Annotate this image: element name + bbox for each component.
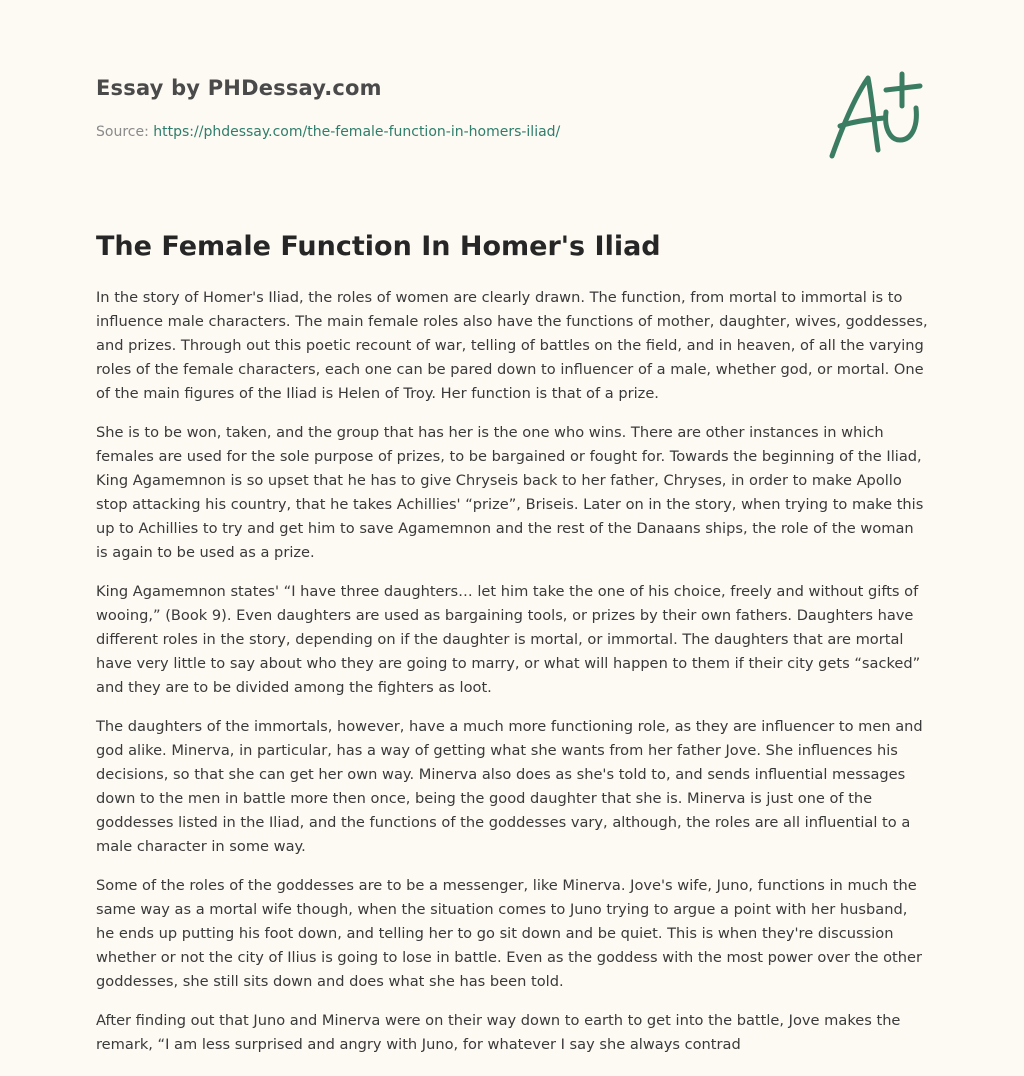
essay-title: The Female Function In Homer's Iliad [96,231,661,262]
essay-paragraph: She is to be won, taken, and the group that has her is the one who wins. There are other instances in which females are used for the sole purpose of prizes, to be bargained or fought for. Towards the beginning of the Iliad, King Agamemnon is so upset that he has to give Chryseis back to her father, Chryses, in order to make Apollo stop attacking his country, that he takes Achillies' “prize”, Briseis. Later on in the story, when trying to make this up to Achillies to try and get him to save Agamemnon and the rest of the Danaans ships, the role of the woman is again to be used as a prize. [96,424,924,561]
source-label: Source: [96,124,149,140]
essay-paragraph: King Agamemnon states' “I have three daughters… let him take the one of his choice, freely and without gifts of wooing,” (Book 9). Even daughters are used as bargaining tools, or prizes by their own fathers. Daughters have different roles in the story, depending on if the daughter is mortal, or immortal. The daughters that are mortal have very little to say about who they are going to marry, or what will happen to them if their city gets “sacked” and they are to be divided among the fighters as loot. [96,583,921,696]
a-plus-logo-icon [824,68,928,164]
essay-body [96,286,928,1057]
essay-paragraph: The daughters of the immortals, however, have a much more functioning role, as they are influencer to men and god alike. Minerva, in particular, has a way of getting what she wants from her father Jove. She influences his decisions, so that she can get her own way. Minerva also does as she's told to, and sends influential messages down to the men in battle more then once, being the good daughter that she is. Minerva is just one of the goddesses listed in the Iliad, and the functions of the goddesses vary, although, the roles are all influential to a male character in some way. [96,718,923,855]
site-title: Essay by PHDessay.com [96,76,382,100]
source-line [96,124,560,140]
page-header [96,0,928,200]
source-link[interactable]: https://phdessay.com/the-female-function-in-homers-iliad/ [153,124,561,140]
essay-paragraph: In the story of Homer's Iliad, the roles of women are clearly drawn. The function, from mortal to immortal is to influence male characters. The main female roles also have the functions of mother, daughter, wives, goddesses, and prizes. Through out this poetic recount of war, telling of battles on the field, and in heaven, of all the varying roles of the female characters, each one can be pared down to influencer of a male, whether god, or mortal. One of the main figures of the Iliad is Helen of Troy. Her function is that of a prize. [96,289,928,402]
essay-paragraph: Some of the roles of the goddesses are to be a messenger, like Minerva. Jove's wife, Juno, functions in much the same way as a mortal wife though, when the situation comes to Juno trying to argue a point with her husband, he ends up putting his foot down, and telling her to go sit down and be quiet. This is when they're discussion whether or not the city of Ilius is going to lose in battle. Even as the goddess with the most power over the other goddesses, she still sits down and does what she has been told. [96,877,922,990]
essay-paragraph: After finding out that Juno and Minerva were on their way down to earth to get into the battle, Jove makes the remark, “I am less surprised and angry with Juno, for whatever I say she always contrad [96,1012,901,1053]
